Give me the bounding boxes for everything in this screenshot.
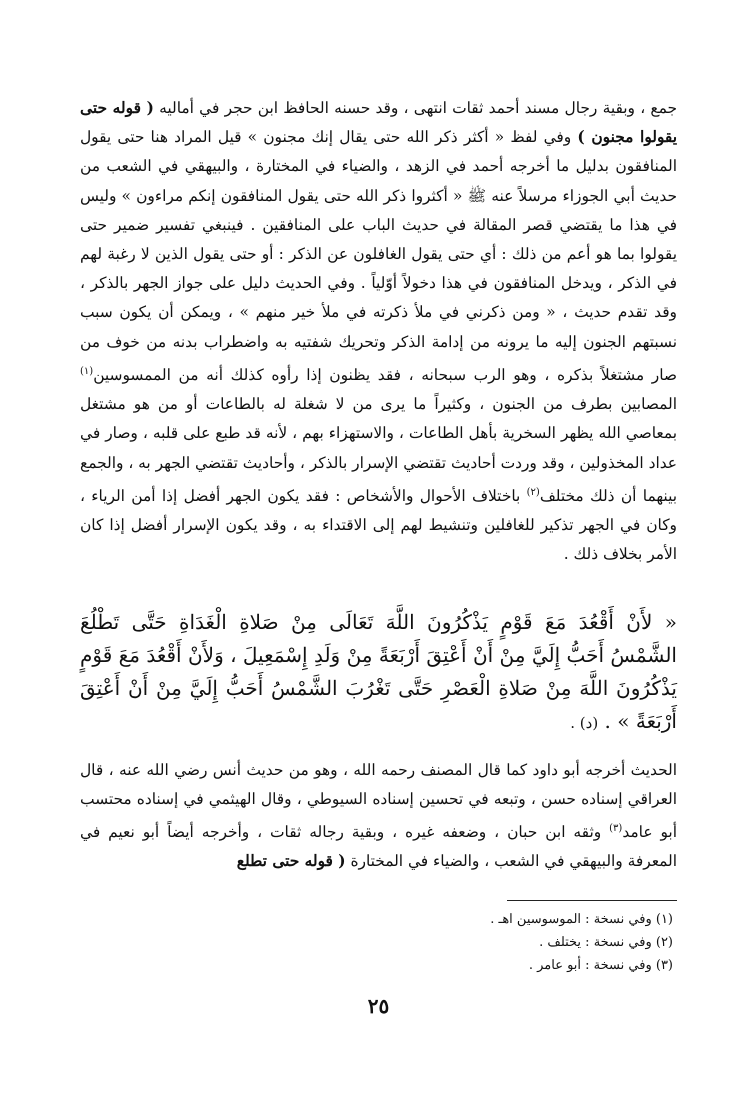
footnote-2: (٢) وفي نسخة : يختلف .	[539, 935, 673, 950]
bold-phrase: ( قوله حتى يقولوا مجنون )	[80, 99, 677, 147]
text-segment: وثقه ابن حبان ، وضعفه غيره ، وبقية رجاله ثقات ، وأخرجه أيضاً أبو نعيم في المعرفة والبيهقي في الشعب ، والضياء في المختارة	[80, 823, 677, 871]
footnote-marker-3[interactable]: (٣)	[609, 822, 623, 834]
footnote-3: (٣) وفي نسخة : أبو عامر .	[528, 958, 673, 973]
page-number: ٢٥	[367, 994, 390, 1018]
footnote-divider	[507, 900, 677, 901]
text-segment: وفي لفظ « أكثر ذكر الله حتى يقال إنك مجنون » قيل المراد هنا حتى يقول المنافقون بدليل ما أخرجه أحمد في الزهد ، والضياء في المختارة ، والبيهقي في الشعب من حديث أبي الجوزاء مرسلاً عنه ﷺ « أكثروا ذكر الله حتى يقول المنافقون إنكم مراءون » وليس في هذا ما يقتضي قصر المقالة في حديث الباب على المنافقين . فينبغي تفسير ضمير حتى يقولوا بما هو أعم من ذلك : أي حتى يقول الغافلون عن الذكر : أو حتى يقول الذين لا رغبة لهم في الذكر ، ويدخل المنافقون في هذا دخولاً أوّلياً . وفي الحديث دليل على جواز الجهر بالذكر ، وقد تقدم حديث ، « ومن ذكرني في ملأ ذكرته في ملأ خير منهم » ، ويمكن أن يكون سبب نسبتهم الجنون إليه ما يرونه من إدامة الذكر وتحريك شفتيه به واضطراب بدنه من خوف من صار مشتغلاً بذكره ، وهو الرب سبحانه ، فقد يظنون إذا رأوه كذلك أنه من الممسوسين	[80, 128, 677, 384]
footnote-1: (١) وفي نسخة : الموسوسين اهـ .	[490, 912, 673, 927]
text-segment: الحديث أخرجه أبو داود كما قال المصنف رحمه الله ، وهو من حديث أنس رضي الله عنه ، قال العراقي إسناده حسن ، وتبعه في تحسين إسناده السيوطي ، وقال الهيثمي في إسناده محتسب أبو عامد	[80, 760, 677, 842]
commentary-paragraph-2	[80, 756, 677, 877]
page-body	[80, 94, 678, 1018]
bold-phrase: ( قوله حتى تطلع	[236, 852, 346, 871]
text-segment: المصابين بطرف من الجنون ، وكثيراً ما يرى من لا شغلة له بالطاعات أو من هو مشتغل بمعاصي الله يظهر السخرية بأهل الطاعات ، والاستهزاء بهم ، لأنه قد طبع على قلبه ، وصار في عداد المخذولين ، وقد وردت أحاديث تقتضي الإسرار بالذكر ، وأحاديث تقتضي الجهر به ، والجمع بينهما أن ذلك مختلف	[80, 395, 678, 505]
footnote-marker-2[interactable]: (٢)	[526, 486, 540, 498]
text-segment: جمع ، وبقية رجال مسند أحمد ثقات انتهى ، وقد حسنه الحافظ ابن حجر في أماليه	[153, 99, 678, 117]
hadith-text	[80, 606, 677, 740]
commentary-paragraph-1	[80, 94, 677, 570]
hadith-body: « لأَنْ أَقْعُدَ مَعَ قَوْمٍ يَذْكُرُونَ اللَّهَ تَعَالَى مِنْ صَلاةِ الْغَدَاةِ حَتَّى تَطْلُعَ الشَّمْسُ أَحَبُّ إِلَيَّ مِنْ أَنْ أَعْتِقَ أَرْبَعَةً مِنْ وَلَدِ إِسْمَعِيلَ ، وَلأَنْ أَقْعُدَ مَعَ قَوْمٍ يَذْكُرُونَ اللَّهَ مِنْ صَلاةِ الْعَصْرِ حَتَّى تَغْرُبَ الشَّمْسُ أَحَبُّ إِلَيَّ مِنْ أَنْ أَعْتِقَ أَرْبَعَةً » .	[80, 609, 677, 733]
text-segment: باختلاف الأحوال والأشخاص : فقد يكون الجهر أفضل إذا أمن الرياء ، وكان في الجهر تذكير للغافلين وتنشيط لهم إلى الاقتداء به ، وقد يكون الإسرار أفضل إذا كان الأمر بخلاف ذلك .	[80, 486, 677, 564]
footnotes	[490, 908, 673, 977]
footnote-marker-1[interactable]: (١)	[80, 365, 94, 377]
hadith-source: (د) .	[570, 713, 599, 732]
